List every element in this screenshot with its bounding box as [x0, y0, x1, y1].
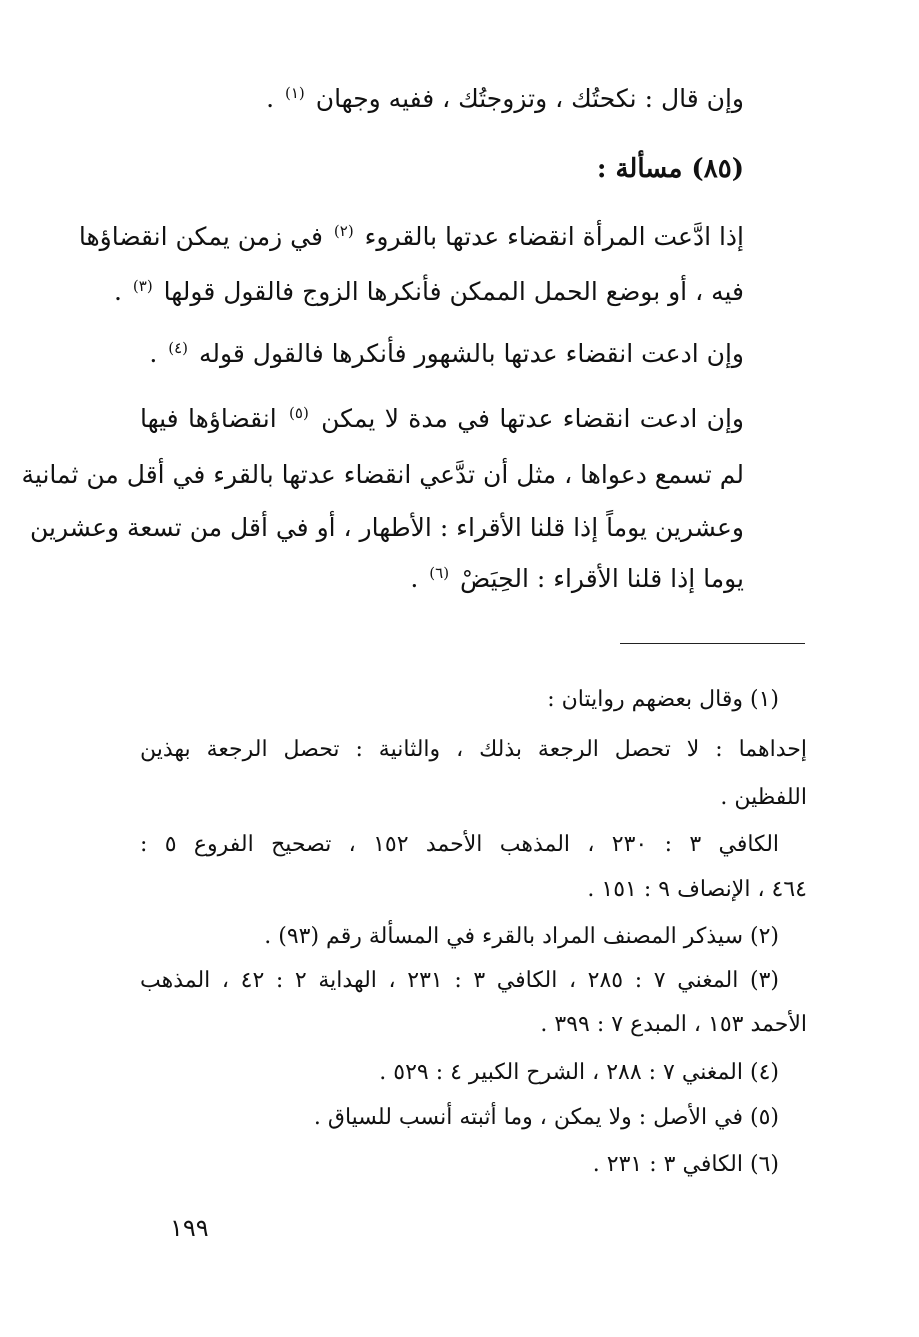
- paragraph-4-end: .: [410, 564, 419, 593]
- footnote-6: (٦) الكافي ٣ : ٢٣١ .: [592, 1152, 779, 1177]
- footnote-3-line-2: الأحمد ١٥٣ ، المبدع ٧ : ٣٩٩ .: [540, 1012, 807, 1037]
- page-number: ١٩٩: [170, 1214, 209, 1242]
- paragraph-4-line-2: لم تسمع دعواها ، مثل أن تدَّعي انقضاء عدتها بالقرء في أقل من ثمانية: [21, 460, 744, 489]
- paragraph-4-text-c: يوما إذا قلنا الأقراء : الحِيَضْ: [460, 564, 744, 593]
- paragraph-2-text-a: إذا ادَّعت المرأة انقضاء عدتها بالقروء: [364, 222, 744, 251]
- footnote-1-line-1: (١) وقال بعضهم روايتان :: [547, 687, 779, 712]
- footnote-5: (٥) في الأصل : ولا يمكن ، وما أثبته أنسب للسياق .: [313, 1105, 779, 1130]
- footnote-1-line-5: ٤٦٤ ، الإنصاف ٩ : ١٥١ .: [587, 877, 807, 902]
- paragraph-4-line-1: [140, 402, 744, 436]
- footnote-marker-2: (٢): [333, 221, 354, 240]
- paragraph-4-line-4: [140, 562, 744, 596]
- paragraph-1-line: [140, 82, 744, 116]
- paragraph-1-text: وإن قال : نكحتُك ، وتزوجتُك ، ففيه وجهان: [315, 84, 744, 113]
- footnote-1-line-2: إحداهما : لا تحصل الرجعة بذلك ، والثانية : تحصل الرجعة بهذين: [140, 737, 807, 762]
- footnote-marker-5: (٥): [289, 403, 309, 422]
- paragraph-2-text-b: في زمن يمكن انقضاؤها: [78, 222, 323, 251]
- footnote-marker-1: (١): [284, 83, 305, 102]
- footnote-marker-6: (٦): [429, 563, 450, 582]
- footnote-3-line-1: (٣) المغني ٧ : ٢٨٥ ، الكافي ٣ : ٢٣١ ، الهداية ٢ : ٤٢ ، المذهب: [140, 968, 779, 993]
- paragraph-2-end: .: [114, 277, 122, 306]
- footnote-marker-4: (٤): [168, 338, 189, 357]
- footnote-marker-3: (٣): [132, 276, 153, 295]
- footnote-1-line-4: الكافي ٣ : ٢٣٠ ، المذهب الأحمد ١٥٢ ، تصحيح الفروع ٥ :: [140, 832, 780, 857]
- paragraph-2-text-c: فيه ، أو بوضع الحمل الممكن فأنكرها الزوج فالقول قولها: [163, 277, 744, 306]
- paragraph-1-end: .: [266, 84, 275, 113]
- paragraph-3-end: .: [149, 339, 158, 368]
- paragraph-3-line: [140, 337, 744, 371]
- paragraph-2-line-1: [78, 220, 744, 254]
- footnote-2: (٢) سيذكر المصنف المراد بالقرء في المسألة رقم (٩٣) .: [264, 924, 779, 949]
- paragraph-4-text-a: وإن ادعت انقضاء عدتها في مدة لا يمكن: [321, 404, 744, 433]
- paragraph-2-line-2: [114, 275, 744, 309]
- footnote-separator: [620, 643, 805, 644]
- paragraph-4-line-3: وعشرين يوماً إذا قلنا الأقراء : الأطهار ، أو في أقل من تسعة وعشرين: [30, 513, 744, 542]
- footnote-1-line-3: اللفظين .: [720, 785, 807, 810]
- paragraph-4-text-b: انقضاؤها فيها: [140, 404, 277, 433]
- section-heading: (٨٥) مسألة :: [596, 154, 744, 184]
- paragraph-3-text: وإن ادعت انقضاء عدتها بالشهور فأنكرها فالقول قوله: [198, 339, 744, 368]
- footnote-4: (٤) المغني ٧ : ٢٨٨ ، الشرح الكبير ٤ : ٥٢٩ .: [379, 1060, 779, 1085]
